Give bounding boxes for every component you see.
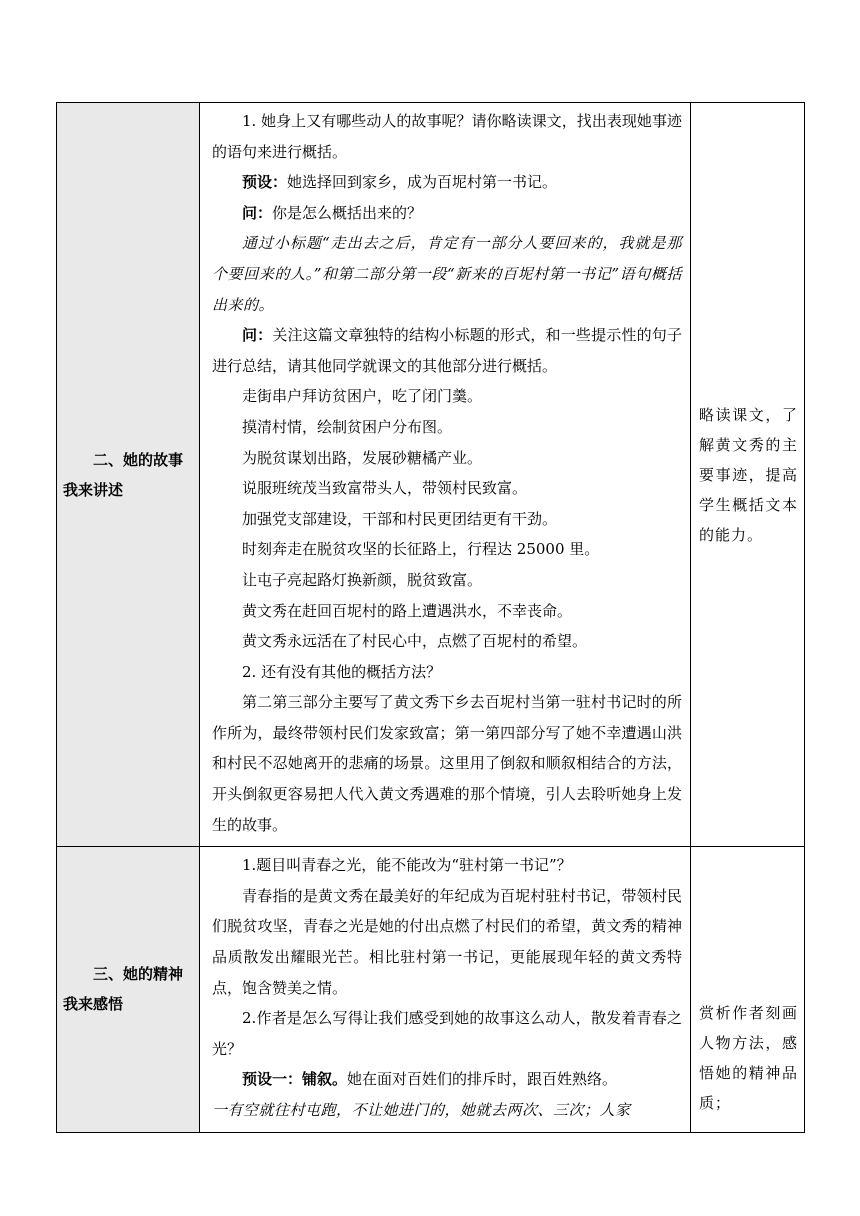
- paragraph: 通过小标题“走出去之后，肯定有一部分人要回来的，我就是那个要回来的人。”和第二部分第一段“新来的百坭村第一书记”语句概括出来的。: [212, 234, 682, 314]
- content-cell: [200, 847, 691, 1132]
- summary-item: 为脱贫谋划出路，发展砂糖橘产业。: [242, 448, 483, 467]
- paragraph: 问：关注这篇文章独特的结构小标题的形式，和一些提示性的句子进行总结，请其他同学就课文的其他部分进行概括。: [212, 326, 682, 375]
- content-cell: [200, 103, 691, 847]
- aim-cell: [691, 847, 805, 1132]
- bold-lead: 问：: [242, 326, 273, 345]
- summary-item: 说服班统茂当致富带头人，带领村民致富。: [242, 479, 528, 498]
- summary-item: 摸清村情，绘制贫困户分布图。: [242, 417, 453, 436]
- aim-text: 赏析作者刻画人物方法，感悟她的精神品质；: [699, 1003, 798, 1112]
- stage-cell: [57, 847, 200, 1132]
- stage-title: 二、她的故事我来讲述: [63, 450, 184, 499]
- summary-item: 让屯子亮起路灯换新颜，脱贫致富。: [242, 570, 483, 589]
- paragraph: 第二第三部分主要写了黄文秀下乡去百坭村当第一驻村书记时的所作所为，最终带领村民们发家致富；第一第四部分写了她不幸遭遇山洪和村民不忍她离开的悲痛的场景。这里用了倒叙和顺叙相结合的方法，开头倒叙更容易把人代入黄文秀遇难的那个情境，引人去聆听她身上发生的故事。: [212, 693, 682, 834]
- lesson-plan-table: [56, 102, 805, 1133]
- summary-item: 黄文秀在赶回百坭村的路上遭遇洪水，不幸丧命。: [242, 601, 573, 620]
- content-body: [200, 103, 690, 846]
- stage-cell: [57, 103, 200, 847]
- paragraph: 一有空就往村屯跑，不让她进门的，她就去两次、三次；人家: [212, 1101, 631, 1119]
- paragraph: 预设一：铺叙。她在面对百姓们的排斥时，跟百姓熟络。: [242, 1070, 618, 1089]
- table-row: [57, 847, 805, 1132]
- table-row: [57, 103, 805, 847]
- summary-item: 走街串户拜访贫困户，吃了闭门羹。: [242, 387, 483, 406]
- paragraph: 1.题目叫青春之光，能不能改为“驻村第一书记”？: [242, 856, 572, 875]
- aim-cell: [691, 103, 805, 847]
- aim-text: 略读课文，了解黄文秀的主要事迹，提高学生概括文本的能力。: [699, 405, 798, 544]
- paragraph: 问：你是怎么概括出来的？: [242, 203, 423, 222]
- bold-lead: 预设：: [242, 173, 288, 192]
- paragraph: 1. 她身上又有哪些动人的故事呢？请你略读课文，找出表现她事迹的语句来进行概括。: [212, 112, 682, 161]
- bold-lead: 问：: [242, 203, 273, 222]
- summary-item: 时刻奔走在脱贫攻坚的长征路上，行程达 25000 里。: [242, 540, 600, 559]
- paragraph: 青春指的是黄文秀在最美好的年纪成为百坭村驻村书记，带领村民们脱贫攻坚，青春之光是她的付出点燃了村民们的希望，黄文秀的精神品质散发出耀眼光芒。相比驻村第一书记，更能展现年轻的黄文秀特点，饱含赞美之情。: [212, 886, 682, 997]
- paragraph: 预设：她选择回到家乡，成为百坭村第一书记。: [242, 173, 558, 192]
- summary-item: 加强党支部建设，干部和村民更团结更有干劲。: [242, 509, 558, 528]
- bold-lead: 预设一：铺叙。: [242, 1070, 348, 1089]
- paragraph: 2. 还有没有其他的概括方法？: [242, 662, 442, 681]
- paragraph: 2.作者是怎么写得让我们感受到她的故事这么动人，散发着青春之光？: [212, 1009, 682, 1058]
- summary-item: 黄文秀永远活在了村民心中，点燃了百坭村的希望。: [242, 632, 588, 651]
- stage-title: 三、她的精神我来感悟: [63, 965, 184, 1014]
- content-body: [200, 847, 690, 1131]
